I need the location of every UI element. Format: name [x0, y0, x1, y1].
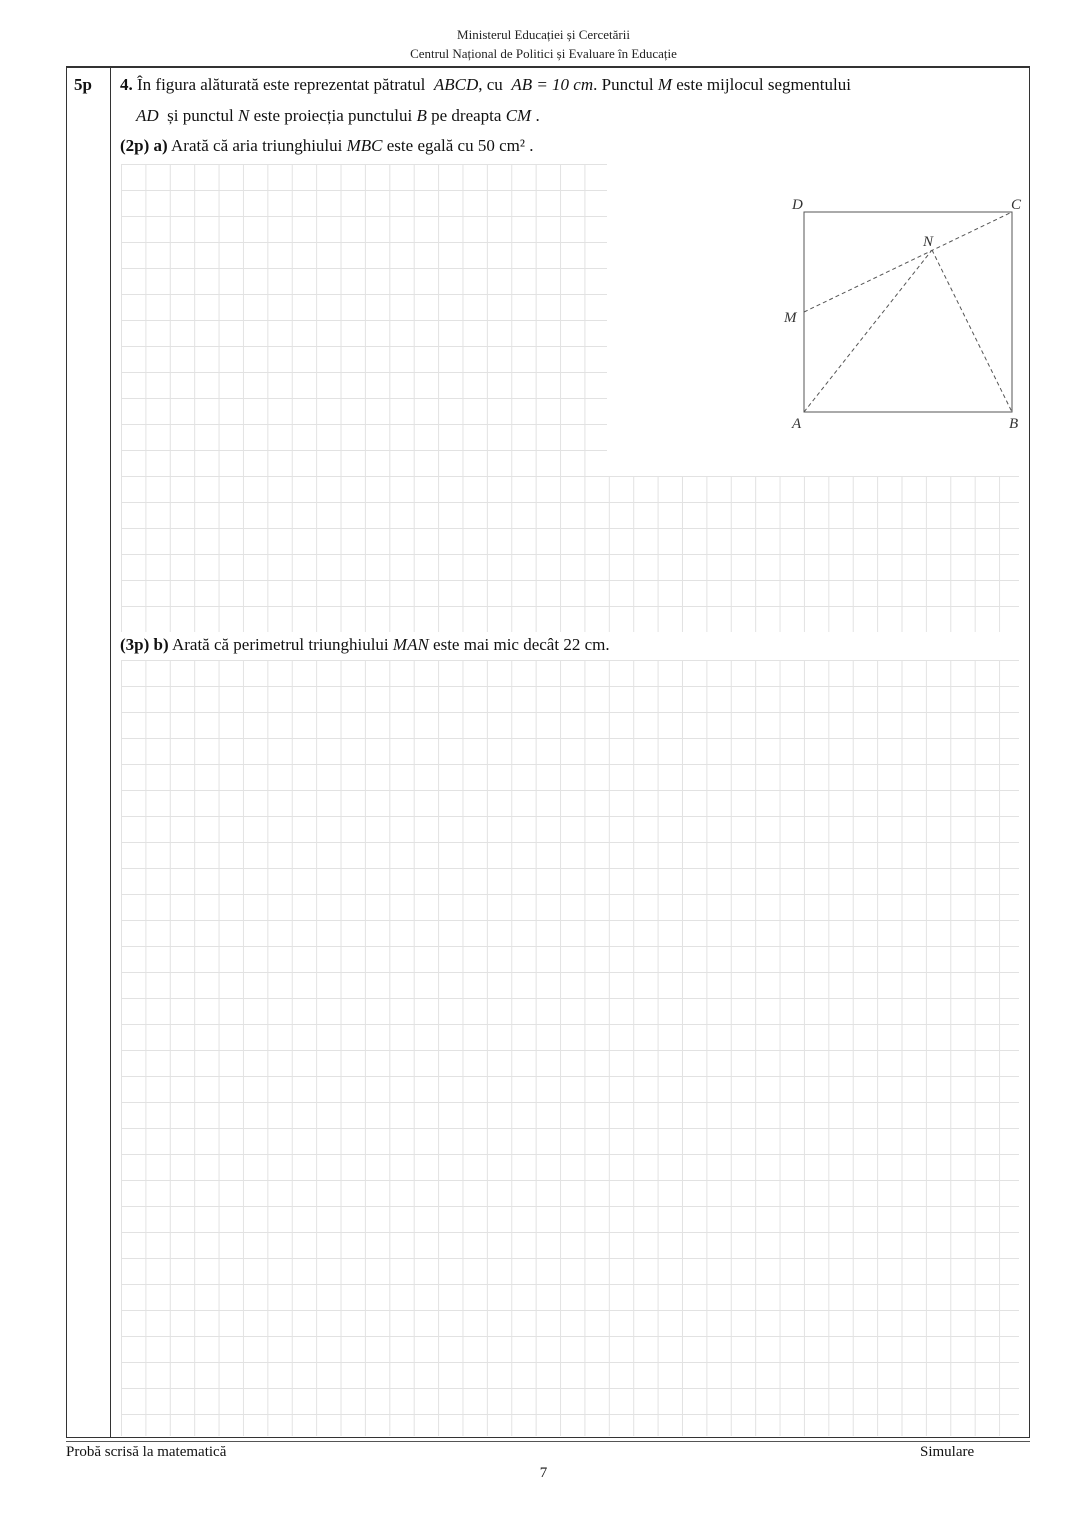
label-d: D — [792, 197, 803, 213]
answer-grid-a-upper[interactable] — [121, 164, 607, 476]
part-a-points: (2p) a) — [120, 136, 168, 155]
problem-number: 4. — [120, 75, 133, 94]
part-a-text-1: Arată că aria triunghiului — [171, 136, 343, 155]
text-period: . — [535, 106, 540, 125]
points-label: 5p — [74, 75, 92, 94]
label-m: M — [784, 310, 797, 326]
part-a-triangle: MBC — [346, 136, 383, 155]
square-name: ABCD — [433, 75, 479, 94]
point-b: B — [416, 106, 427, 125]
problem-line-1 — [120, 75, 851, 95]
answer-grid-a-lower[interactable] — [121, 476, 1019, 632]
problem-line-2 — [136, 106, 540, 126]
point-n: N — [238, 106, 250, 125]
segment-an — [804, 250, 932, 412]
label-n: N — [923, 234, 934, 250]
part-a-text-2: este egală cu 50 cm² . — [386, 136, 534, 155]
text-midpoint: este mijlocul segmentului — [676, 75, 851, 94]
part-b-text-1: Arată că perimetrul triunghiului — [171, 635, 389, 654]
footer-exam-title: Probă scrisă la matematică — [66, 1444, 227, 1460]
label-b: B — [1009, 416, 1019, 432]
header-center: Centrul Național de Politici și Evaluare în Educație — [410, 46, 677, 61]
line-cm: CM — [505, 106, 532, 125]
text-projection: este proiecția punctului — [253, 106, 413, 125]
part-b-triangle: MAN — [392, 635, 429, 654]
problem-intro: În figura alăturată este reprezentat pătratul — [137, 75, 426, 94]
frame-bottom-line — [66, 1441, 1030, 1442]
text-punctul: . Punctul — [593, 75, 654, 94]
point-m: M — [657, 75, 672, 94]
label-a: A — [792, 416, 802, 432]
segment-nb — [932, 250, 1012, 412]
part-b-statement — [120, 635, 610, 655]
text-on-line: pe dreapta — [431, 106, 502, 125]
answer-grid-b[interactable] — [121, 660, 1019, 1436]
part-b-text-2: este mai mic decât 22 cm. — [433, 635, 610, 654]
footer-session: Simulare — [920, 1444, 975, 1460]
text-and-point: și punctul — [167, 106, 234, 125]
line-mc — [804, 212, 1012, 312]
header-ministry: Ministerul Educației și Cercetării — [457, 27, 630, 42]
points-column-separator — [110, 66, 111, 1438]
ab-equation: AB = 10 cm — [511, 75, 594, 94]
text-with: , cu — [478, 75, 503, 94]
label-c: C — [1011, 197, 1022, 213]
footer-page-number: 7 — [539, 1465, 548, 1481]
part-b-points: (3p) b) — [120, 635, 169, 654]
figure-svg — [780, 190, 1030, 435]
part-a-statement — [120, 136, 533, 156]
square-abcd — [804, 212, 1012, 412]
segment-ad: AD — [136, 106, 159, 125]
square-figure — [780, 190, 1030, 435]
